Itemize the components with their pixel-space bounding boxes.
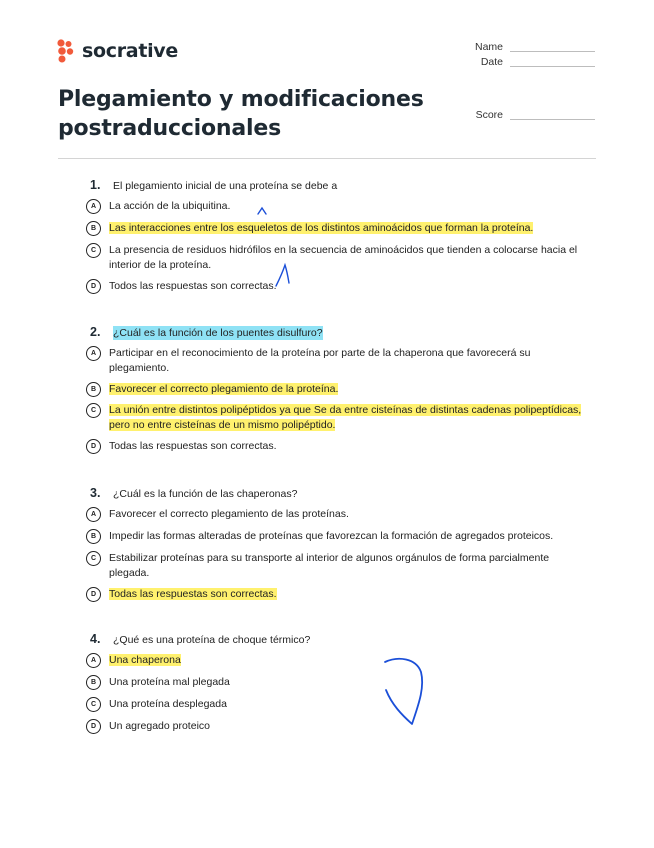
option-letter: D <box>86 439 101 454</box>
option-text: Una proteína mal plegada <box>109 676 230 688</box>
option-text: Estabilizar proteínas para su transporte al interior de algunos orgánulos de forma parcialmente plegada. <box>109 552 550 579</box>
name-label: Name <box>474 41 503 53</box>
option-letter: C <box>86 243 101 258</box>
option-b[interactable] <box>86 529 596 544</box>
option-letter: B <box>86 529 101 544</box>
option-letter: D <box>86 279 101 294</box>
option-c[interactable] <box>86 403 596 433</box>
question-number: 4. <box>90 632 101 646</box>
option-letter: C <box>86 697 101 712</box>
date-field[interactable] <box>510 66 595 67</box>
question-text: El plegamiento inicial de una proteína se debe a <box>113 180 338 192</box>
option-letter: B <box>86 675 101 690</box>
option-d[interactable] <box>86 439 596 454</box>
option-c[interactable] <box>86 243 596 273</box>
name-field[interactable] <box>510 51 595 52</box>
question-number: 3. <box>90 486 101 500</box>
option-text: La acción de la ubiquitina. <box>109 200 231 212</box>
option-letter: D <box>86 719 101 734</box>
question-2 <box>86 325 596 454</box>
option-text: La unión entre distintos polipéptidos ya que Se da entre cisteínas de distintas cadenas polipeptídicas, pero no entre cisteínas de un mismo polipéptido. <box>109 404 582 431</box>
question-3 <box>86 486 596 602</box>
option-a[interactable] <box>86 199 596 214</box>
option-letter: A <box>86 346 101 361</box>
question-text: ¿Cuál es la función de las chaperonas? <box>113 488 298 500</box>
question-text: ¿Qué es una proteína de choque térmico? <box>113 634 311 646</box>
score-label: Score <box>475 109 503 121</box>
option-text: Una proteína desplegada <box>109 698 227 710</box>
date-label: Date <box>480 56 503 68</box>
option-letter: B <box>86 221 101 236</box>
option-b[interactable] <box>86 675 596 690</box>
option-letter: B <box>86 382 101 397</box>
question-4 <box>86 632 596 734</box>
socrative-logo <box>57 38 178 64</box>
option-c[interactable] <box>86 697 596 712</box>
option-a[interactable] <box>86 507 596 522</box>
question-number: 2. <box>90 325 101 339</box>
option-letter: A <box>86 653 101 668</box>
question-1 <box>86 178 596 294</box>
option-d[interactable] <box>86 587 596 602</box>
option-c[interactable] <box>86 551 596 581</box>
option-b[interactable] <box>86 382 596 397</box>
option-letter: A <box>86 507 101 522</box>
page-title: Plegamiento y modificaciones postraduccionales <box>58 87 424 141</box>
option-d[interactable] <box>86 279 596 294</box>
option-text: Todas las respuestas son correctas. <box>109 588 277 600</box>
option-text: Favorecer el correcto plegamiento de las proteínas. <box>109 508 349 520</box>
option-text: Las interacciones entre los esqueletos de los distintos aminoácidos que forman la proteína. <box>109 222 534 234</box>
option-text: Un agregado proteico <box>109 720 210 732</box>
socrative-logo-icon <box>57 38 77 64</box>
divider <box>58 158 596 159</box>
option-letter: A <box>86 199 101 214</box>
option-text: Una chaperona <box>109 654 181 666</box>
option-letter: D <box>86 587 101 602</box>
option-text: Impedir las formas alteradas de proteínas que favorezcan la formación de agregados proteicos. <box>109 530 554 542</box>
brand-name: socrative <box>82 40 178 62</box>
option-d[interactable] <box>86 719 596 734</box>
option-a[interactable] <box>86 653 596 668</box>
option-text: Todas las respuestas son correctas. <box>109 440 277 452</box>
option-letter: C <box>86 403 101 418</box>
score-field[interactable] <box>510 119 595 120</box>
option-b[interactable] <box>86 221 596 236</box>
option-letter: C <box>86 551 101 566</box>
question-text: ¿Cuál es la función de los puentes disulfuro? <box>113 327 323 339</box>
option-text: La presencia de residuos hidrófilos en la secuencia de aminoácidos que tienden a colocarse hacia el interior de la proteína. <box>109 244 578 271</box>
option-text: Todos las respuestas son correctas. <box>109 280 277 292</box>
option-text: Favorecer el correcto plegamiento de la proteína. <box>109 383 339 395</box>
question-number: 1. <box>90 178 101 192</box>
option-a[interactable] <box>86 346 596 376</box>
option-text: Participar en el reconocimiento de la proteína por parte de la chaperona que favorecerá su plegamiento. <box>109 347 531 374</box>
